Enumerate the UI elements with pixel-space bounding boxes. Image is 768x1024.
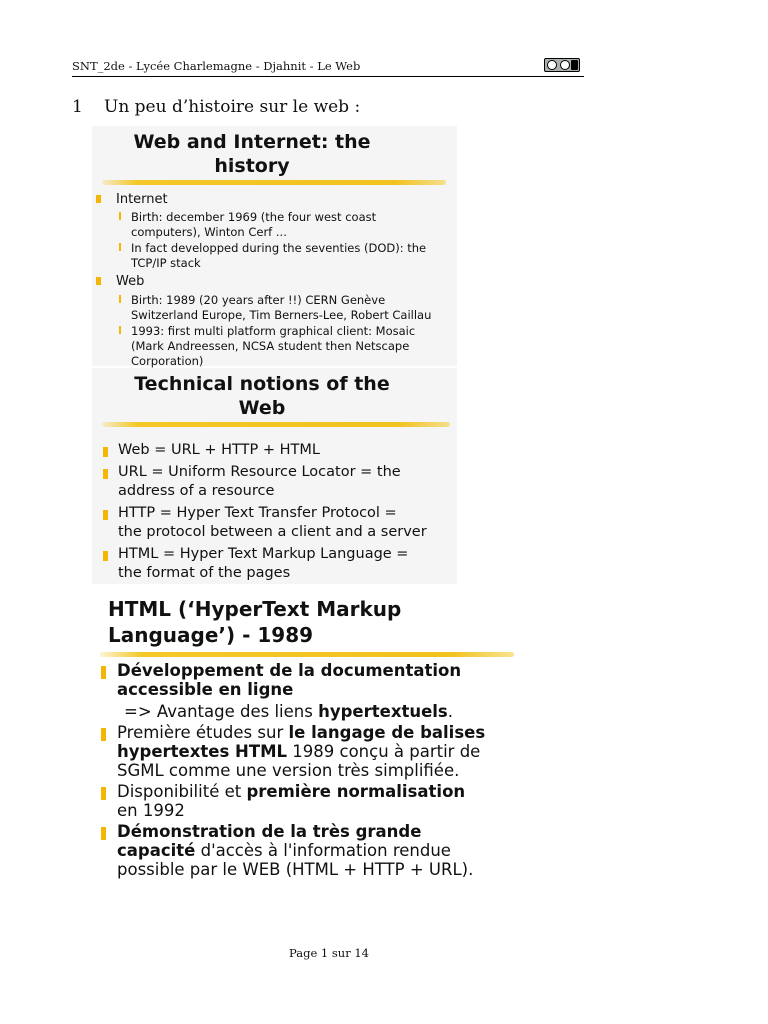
demonstration-line1: Démonstration de la très grande	[117, 822, 422, 841]
web-birth-item	[131, 293, 431, 323]
slide-technical-notions	[92, 368, 457, 584]
section-heading	[72, 97, 360, 117]
bullet-square-icon	[103, 469, 108, 479]
bullet-square-icon	[101, 666, 106, 679]
section-number: 1	[72, 97, 83, 117]
capacite-text: capacité	[117, 841, 196, 860]
bullet-demonstration	[117, 822, 473, 879]
sa-share-icon	[571, 60, 578, 70]
avantage-liens	[124, 702, 453, 721]
bullet-square-icon	[103, 447, 108, 457]
langage-balises-text: le langage de balises	[288, 723, 486, 742]
bullet-url	[118, 463, 401, 501]
premiere-etudes-line2	[117, 742, 485, 761]
avantage-period: .	[447, 702, 454, 721]
http-line1: HTTP = Hyper Text Transfer Protocol =	[118, 505, 397, 521]
url-line1: URL = Uniform Resource Locator = the	[118, 464, 401, 480]
header-text: SNT_2de - Lycée Charlemagne - Djahnit - Le Web	[72, 59, 361, 73]
sub-bullet-icon	[119, 326, 121, 334]
sub-bullet-icon	[119, 243, 121, 251]
page-header	[72, 58, 584, 77]
bullet-web-formula: Web = URL + HTTP + HTML	[118, 442, 320, 458]
web-mosaic-item	[131, 324, 415, 369]
premiere-etudes-text: Première études sur	[117, 723, 289, 742]
bullet-square-icon	[96, 195, 101, 203]
bullet-square-icon	[96, 277, 101, 285]
hypertextuels-text: hypertextuels	[318, 702, 448, 721]
slide1-title-underline	[102, 180, 446, 185]
bullet-square-icon	[103, 551, 108, 561]
acces-text: d'accès à l'information rendue	[195, 841, 451, 860]
bullet-square-icon	[101, 827, 106, 840]
bullet-http	[118, 504, 427, 542]
slide2-title-line1: Technical notions of the	[134, 373, 390, 395]
internet-dod-line2: TCP/IP stack	[131, 256, 201, 270]
bullet-square-icon	[101, 787, 106, 800]
disponibilite-line1	[117, 782, 465, 801]
premiere-normalisation-text: première normalisation	[246, 782, 466, 801]
internet-birth-line2: computers), Winton Cerf ...	[131, 225, 287, 239]
bullet-developpement	[117, 661, 461, 699]
web-birth-line2: Switzerland Europe, Tim Berners-Lee, Robert Caillau	[131, 308, 432, 322]
http-line2: the protocol between a client and a server	[118, 524, 427, 540]
slide3-title	[108, 596, 401, 648]
sub-bullet-icon	[119, 212, 121, 220]
slide1-title-line2: history	[214, 155, 290, 177]
disponibilite-text: Disponibilité et	[117, 782, 247, 801]
cc-by-sa-icon	[544, 58, 580, 72]
bullet-web: Web	[116, 274, 145, 289]
bullet-premiere-etudes	[117, 723, 485, 780]
slide-web-internet-history	[92, 126, 457, 366]
bullet-internet: Internet	[116, 192, 168, 207]
premiere-etudes-line3: SGML comme une version très simplifiée.	[117, 761, 460, 780]
html-line2: the format of the pages	[118, 565, 291, 581]
web-mosaic-line2: (Mark Andreessen, NCSA student then Netscape	[131, 339, 410, 353]
web-mosaic-line1: 1993: first multi platform graphical client: Mosaic	[131, 324, 416, 338]
disponibilite-line2: en 1992	[117, 801, 185, 820]
page-number: Page 1 sur 14	[289, 946, 369, 960]
slide1-title	[92, 130, 412, 178]
demonstration-line3: possible par le WEB (HTML + HTTP + URL).	[117, 860, 474, 879]
bullet-square-icon	[103, 510, 108, 520]
slide3-title-line1: HTML (‘HyperText Markup	[108, 597, 402, 621]
bullet-disponibilite	[117, 782, 465, 820]
internet-birth-item	[131, 210, 376, 240]
web-mosaic-line3: Corporation)	[131, 354, 204, 368]
page-footer	[0, 946, 658, 960]
by-person-icon	[560, 60, 570, 70]
cc-circle-icon	[547, 60, 557, 70]
demonstration-line2	[117, 841, 473, 860]
slide3-title-underline	[100, 652, 514, 657]
bullet-square-icon	[101, 728, 106, 741]
slide2-title-line2: Web	[238, 397, 286, 419]
developpement-line1: Développement de la documentation	[117, 661, 462, 680]
hypertextes-html-text: hypertextes HTML	[117, 742, 288, 761]
internet-birth-line1: Birth: december 1969 (the four west coast	[131, 210, 377, 224]
slide2-title-underline	[102, 422, 450, 427]
concu-text: 1989 conçu à partir de	[287, 742, 481, 761]
sub-bullet-icon	[119, 295, 121, 303]
url-line2: address of a resource	[118, 483, 275, 499]
slide2-title	[92, 372, 432, 420]
slide-html-1989	[92, 586, 522, 886]
internet-dod-item	[131, 241, 426, 271]
developpement-line2: accessible en ligne	[117, 680, 294, 699]
internet-dod-line1: In fact developped during the seventies (DOD): the	[131, 241, 427, 255]
premiere-etudes-line1	[117, 723, 485, 742]
bullet-html	[118, 545, 408, 583]
web-birth-line1: Birth: 1989 (20 years after !!) CERN Genève	[131, 293, 386, 307]
avantage-text: => Avantage des liens	[124, 702, 319, 721]
html-line1: HTML = Hyper Text Markup Language =	[118, 546, 409, 562]
slide3-title-line2: Language’) - 1989	[108, 623, 314, 647]
section-title-text: Un peu d’histoire sur le web :	[104, 97, 361, 117]
slide1-title-line1: Web and Internet: the	[133, 131, 371, 153]
